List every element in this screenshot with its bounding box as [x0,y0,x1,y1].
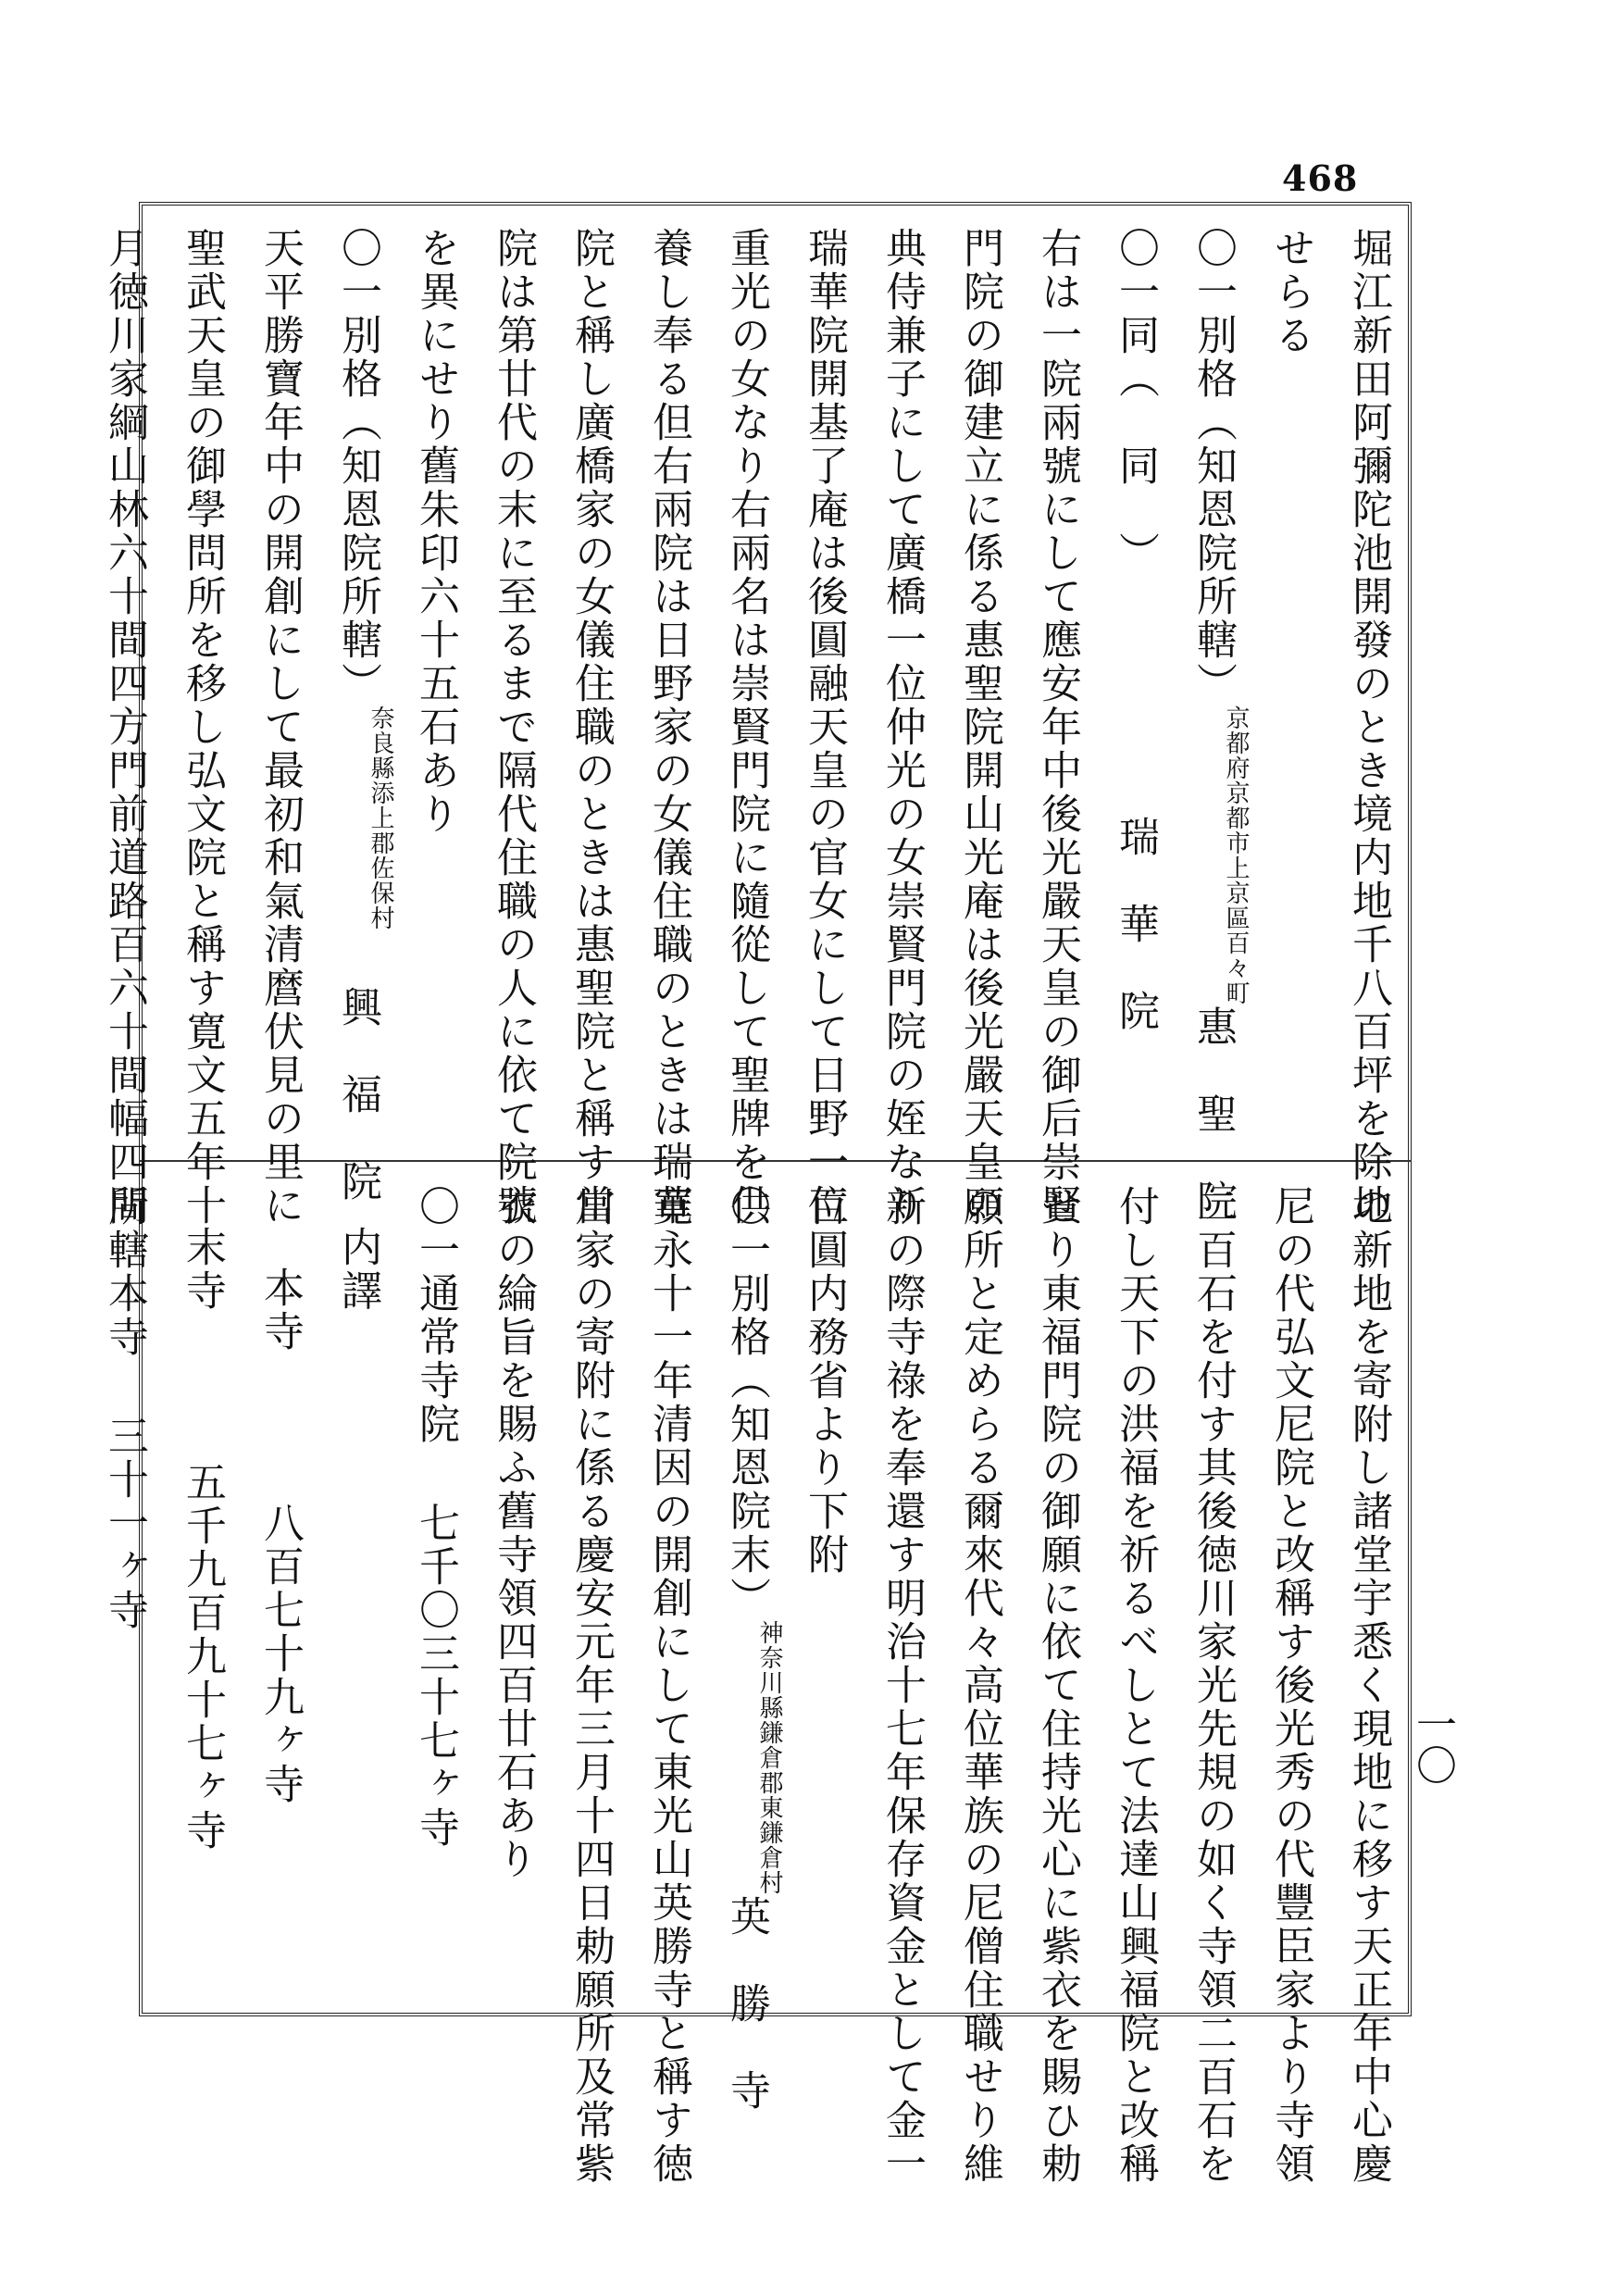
text-line: 新の際寺祿を奉還す明治十七年保存資金として金一 [878,1185,926,2186]
entry-head: 〇一同 [1112,227,1159,357]
entry-zuige-in [1096,227,1174,1143]
text-line: 寛永十一年清因の開創にして東光山英勝寺と稱す徳 [645,1185,692,2186]
entry-eisho-ji [707,1185,785,2113]
text-line: を異にせり舊朱印六十五石あり [412,227,459,836]
entry-name: 英 勝 寺 [723,1895,770,2113]
entry-eisei-in [1174,227,1251,1223]
breakdown-label: 所轄本寺 [101,1185,148,1359]
breakdown-row [163,1185,241,2000]
breakdown-row [85,1185,163,2000]
entry-name: 興 福 院 [334,986,381,1204]
entry-name: 惠 聖 院 [1189,1005,1237,1223]
lower-text-block [101,1185,1407,2186]
text-line: 院と稱し廣橋家の女儀住職のときは惠聖院と稱す當 [567,227,615,1228]
text-line: せらる [1267,227,1314,357]
entry-location: 神奈川縣鎌倉郡東鎌倉村 [755,1620,783,1895]
text-line: 典侍兼子にして廣橋一位仲光の女崇賢門院の姪なり [878,227,926,1228]
text-line: 百圓内務省より下附 [801,1185,848,1577]
entry-location: 京都府京都市上京區百々町 [1222,705,1250,1005]
entry-head: 〇一通常寺院 [412,1185,459,1446]
upper-text-block [101,227,1407,1228]
entry-head: 〇一別格 [1189,227,1237,401]
text-line: 瑞華院開基了庵は後圓融天皇の官女にして日野一位 [801,227,848,1228]
entry-ordinary-temples [396,1185,474,2000]
page-number: 468 [1282,157,1359,199]
text-line: 願所と定めらる爾來代々高位華族の尼僧住職せり維 [956,1185,1003,2186]
breakdown-count: 八百七十九ヶ寺 [256,1502,304,1806]
text-line: 付し天下の洪福を祈るべしとて法達山興福院と改稱 [1112,1185,1159,2186]
text-line: 院は第廿代の末に至るまで隔代住職の人に依て院號 [490,227,537,1228]
text-line: の新地を寄附し諸堂宇悉く現地に移す天正年中心慶 [1345,1185,1392,2186]
text-line: 重光の女なり右兩名は崇賢門院に隨從して聖牌を供 [723,227,770,1228]
breakdown-count: 五千九百九十七ヶ寺 [179,1461,226,1853]
text-line: 養し奉る但右兩院は日野家の女儀住職のときは瑞華 [645,227,692,1228]
text-line: 右は一院兩號にして應安年中後光嚴天皇の御后崇賢 [1034,227,1081,1228]
entry-note: （知恩院末） [723,1359,770,1620]
text-line: 天平勝寶年中の開創にして最初和氣清麿伏見の里に [256,227,304,1228]
text-line: 月徳川家綱山林六十間四方門前道路百六十間幅四間 [101,227,148,1228]
entry-head: 〇一別格 [334,227,381,401]
text-line: せり東福門院の御願に依て住持光心に紫衣を賜ひ勅 [1034,1185,1081,2186]
text-line: 尼の代弘文尼院と改稱す後光秀の代豐臣家より寺領 [1267,1185,1314,2186]
entry-location: 奈良縣添上郡佐保村 [367,705,394,930]
entry-count: 七千〇三十七ヶ寺 [412,1502,459,1850]
text-line: 堀江新田阿彌陀池開發のとき境内地千八百坪を除地 [1345,227,1392,1228]
entry-note: （ 同 ） [1112,357,1159,575]
text-line: 聖武天皇の御學問所を移し弘文院と稱す寛文五年十 [179,227,226,1228]
entry-name: 瑞 華 院 [1112,816,1159,1033]
entry-kofuku-in [318,227,396,1204]
breakdown-label: 末寺 [179,1226,226,1313]
text-line: 川家の寄附に係る慶安元年三月十四日勅願所及常紫 [567,1185,615,2186]
breakdown-count: 三十一ヶ寺 [101,1415,148,1632]
entry-note: （知恩院所轄） [334,401,381,705]
entry-note: （知恩院所轄） [1189,401,1237,705]
breakdown-label: 本寺 [256,1267,304,1354]
breakdown-label: 内譯 [334,1226,381,1313]
text-line: 二百石を付す其後徳川家光先規の如く寺領二百石を [1189,1185,1237,2186]
entry-head: 〇一別格 [723,1185,770,1359]
breakdown-row [241,1185,318,2000]
text-line: 衣の綸旨を賜ふ舊寺領四百廿石あり [490,1185,537,1881]
text-line: 門院の御建立に係る惠聖院開山光庵は後光嚴天皇の [956,227,1003,1228]
folio-number: 一〇 [1409,1703,1456,1785]
